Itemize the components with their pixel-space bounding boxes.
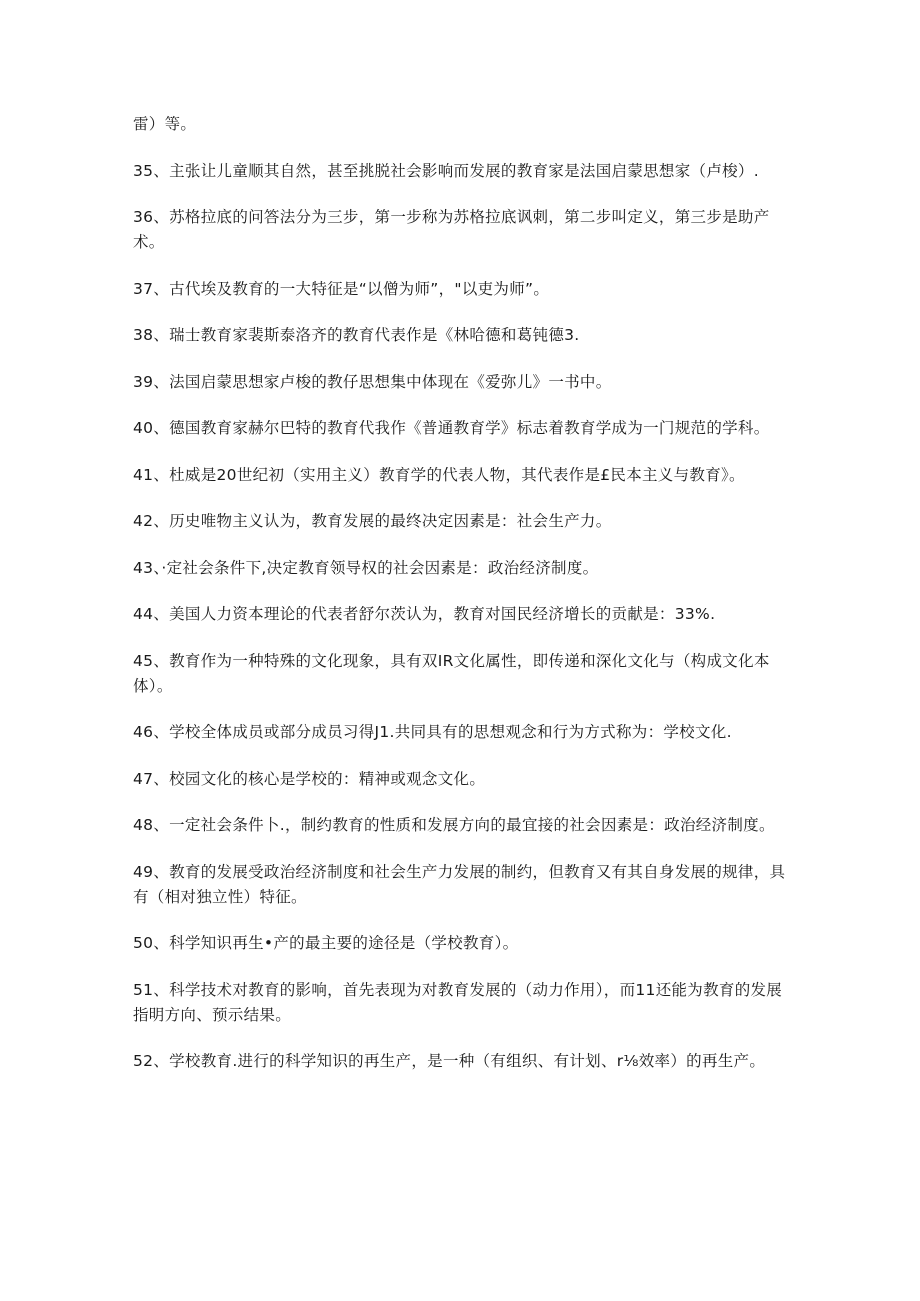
paragraph-36: 36、苏格拉底的问答法分为三步，第一步称为苏格拉底讽刺，第二步叫定义，第三步是助产术。 (133, 208, 770, 251)
paragraph-50: 50、科学知识再生•产的最主要的途径是（学校教育）。 (133, 934, 519, 952)
paragraph-48: 48、一定社会条件卜.，制约教育的性质和发展方向的最宜接的社会因素是：政治经济制度。 (133, 816, 775, 834)
paragraph-47: 47、校园文化的核心是学校的：精神或观念文化。 (133, 769, 486, 788)
paragraph-43: 43、·定社会条件下,决定教育领导权的社会因素是：政治经济制度。 (133, 558, 599, 577)
paragraph-49: 49、教育的发展受政治经济制度和社会生产力发展的制约，但教育又有其自身发展的规律，具有（相对独立性）特征。 (133, 862, 786, 906)
paragraph-41: 41、杜威是20世纪初（实用主义）教育学的代表人物，其代表作是£民本主义与教育》。 (133, 465, 745, 484)
document-body (133, 112, 793, 1096)
paragraph-42: 42、历史唯物主义认为，教育发展的最终决定因素是：社会生产力。 (133, 512, 612, 530)
paragraph-39: 39、法国启蒙思想家卢梭的教仔思想集中体现在《爱弥儿》一书中。 (133, 372, 612, 391)
paragraph-46: 46、学校全体成员或部分成员习得J1.共同具有的思想观念和行为方式称为：学校文化. (133, 723, 732, 741)
paragraph-0: 雷）等。 (133, 115, 197, 133)
paragraph-44: 44、美国人力资本理论的代表者舒尔茨认为，教育对国民经济增长的贡献是：33%. (133, 605, 716, 623)
paragraph-35: 35、主张让儿童顺其自然，甚至挑脱社会影响而发展的教育家是法国启蒙思想家（卢梭）. (133, 161, 759, 180)
paragraph-37: 37、古代埃及教育的一大特征是“以僧为师”，"以吏为师”。 (133, 279, 550, 298)
paragraph-52: 52、学校教育.进行的科学知识的再生产，是一种（有组织、有计划、r⅛效率）的再生产。 (133, 1052, 766, 1070)
paragraph-45: 45、教育作为一种特殊的文化现象，具有双IR文化属性，即传递和深化文化与（构成文化本体）。 (133, 651, 770, 695)
paragraph-38: 38、瑞士教育家裴斯泰洛齐的教育代表作是《林哈德和葛钝德3. (133, 326, 580, 344)
paragraph-51: 51、科学技术对教育的影响，首先表现为对教育发展的（动力作用），而11还能为教育的发展指明方向、预示结果。 (133, 980, 783, 1024)
paragraph-40: 40、德国教育家赫尔巴特的教育代我作《普通教育学》标志着教育学成为一门规范的学科。 (133, 419, 770, 437)
